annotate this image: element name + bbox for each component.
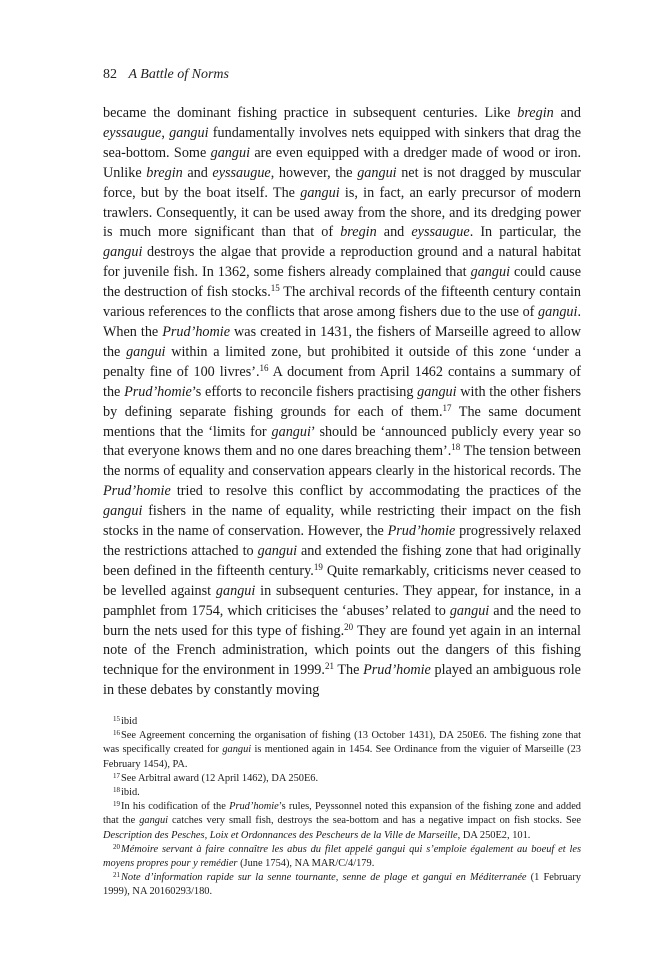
text-run: in subsequent centuries. They appear, for instance, in a pamphlet from 1754, which criticises the ‘abuses’ related to <box>103 582 582 619</box>
text-run: was created in 1431, the fishers of Marseille agreed to allow the <box>103 323 581 360</box>
footnote-21 <box>103 871 581 899</box>
text-run: Quite remarkably, criticisms never ceased to be levelled against <box>103 562 581 599</box>
italic-term: Mémoire servant à faire connaître les abus du filet appelé gangui qui s’emploie également au boeuf et les moyens propres pour y remédier <box>103 843 581 870</box>
italic-term: Prud’homie <box>124 383 192 400</box>
body-text <box>103 104 581 701</box>
text-run: (June 1754), NA MAR/C/4/179. <box>237 858 375 870</box>
italic-term: gangui <box>169 124 209 141</box>
italic-term: bregin <box>517 105 554 121</box>
footnote-number: 15 <box>113 715 120 723</box>
footnote-ref: 15 <box>270 283 280 294</box>
italic-term: gangui <box>210 144 251 161</box>
text-run: (1 February 1999), NA 20160293/180. <box>103 872 581 898</box>
italic-term: eyssaugue <box>212 164 271 181</box>
footnote-number: 17 <box>113 771 120 780</box>
footnote-ref: 19 <box>313 561 323 572</box>
text-run: In his codification of the <box>121 801 230 813</box>
text-run: , <box>161 124 170 141</box>
running-head <box>103 66 229 84</box>
italic-term: bregin <box>146 164 183 181</box>
text-run: tried to resolve this conflict by accommodating the practices of the <box>170 483 581 500</box>
italic-term: gangui <box>126 343 166 360</box>
text-run: within a limited zone, but prohibited it outside of this zone ‘under a penalty fine of 100 livres’. <box>103 343 581 380</box>
italic-term: gangui <box>449 602 490 619</box>
text-run: , DA 250E2, 101. <box>457 829 531 841</box>
italic-term: gangui <box>215 582 256 599</box>
text-run: ibid. <box>121 787 140 799</box>
italic-term: gangui <box>470 264 511 281</box>
text-run: and <box>182 164 213 181</box>
text-run: ’ should be ‘announced publicly every year so that everyone knows them and no one dares breaching them’. <box>103 423 582 460</box>
italic-term: gangui <box>300 184 340 201</box>
italic-term: gangui <box>103 244 143 261</box>
text-run: catches very small fish, destroys the sea-bottom and has a negative impact on fish stocks. See <box>168 815 581 827</box>
italic-term: Prud’homie <box>387 523 456 540</box>
footnote-20 <box>103 843 581 871</box>
italic-term: gangui <box>271 423 311 440</box>
text-run: ibid <box>121 716 138 727</box>
running-title: A Battle of Norms <box>128 67 229 82</box>
text-run: . In particular, the <box>469 224 581 241</box>
italic-term: Prud’homie <box>363 662 431 679</box>
text-run: with the other fishers by defining separate fishing grounds for each of them. <box>103 383 581 420</box>
italic-term: Prud’homie <box>229 801 279 813</box>
text-run: See Agreement concerning the organisation of fishing (13 October 1431), DA 250E6. The fishing zone that was specifically created for <box>103 730 581 756</box>
text-run: fishers in the name of equality, while restricting their impact on the fish stocks in the name of conservation. However, the <box>103 503 581 540</box>
footnote-19 <box>103 800 581 843</box>
text-run: could cause the destruction of fish stocks. <box>103 264 582 301</box>
text-run: fundamentally involves nets equipped with sinkers that drag the sea-bottom. Some <box>103 124 581 161</box>
text-run: and extended the fishing zone that had originally been defined in the fifteenth century. <box>103 542 581 579</box>
footnote-number: 18 <box>113 786 120 795</box>
body-paragraph <box>103 104 581 701</box>
text-run: . When the <box>103 304 581 340</box>
text-run: are even equipped with a dredger made of wood or iron. Unlike <box>103 144 581 181</box>
text-run: net is not dragged by muscular force, but by the boat itself. The <box>103 164 581 201</box>
italic-term: Description des Pesches, Loix et Ordonnances des Pescheurs de la Ville de Marseille <box>103 829 458 841</box>
footnote-number: 20 <box>113 842 120 851</box>
text-run: The same document mentions that the ‘limits for <box>103 403 582 440</box>
italic-term: Prud’homie <box>162 323 231 340</box>
italic-term: gangui <box>257 542 298 559</box>
text-run: The tension between the norms of equality and conservation appears clearly in the historical records. The <box>103 443 581 480</box>
footnote-number: 21 <box>113 871 120 880</box>
text-run: played an ambiguous role in these debates by constantly moving <box>103 662 581 699</box>
footnote-ref: 18 <box>451 442 461 453</box>
italic-term: gangui <box>417 383 457 400</box>
text-run: ’s rules, Peyssonnel noted this expansion of the fishing zone and added that the <box>103 801 581 827</box>
text-run: See Arbitral award (12 April 1462), DA 250E6. <box>121 772 319 784</box>
footnote-number: 19 <box>113 800 120 809</box>
text-run: became the dominant fishing practice in subsequent centuries. Like <box>103 105 518 121</box>
footnote-number: 16 <box>113 729 120 738</box>
text-run: A document from April 1462 contains a summary of the <box>103 363 581 400</box>
italic-term: gangui <box>139 815 169 827</box>
footnotes <box>103 715 581 900</box>
footnote-15 <box>103 715 581 729</box>
italic-term: eyssaugue <box>103 124 162 141</box>
text-run: , however, the <box>270 164 358 181</box>
text-run: The <box>333 662 364 679</box>
text-run: is, in fact, an early precursor of modern trawlers. Consequently, it can be used away from the shore, and its dredging power is much more significant than that of <box>103 184 581 241</box>
footnote-17 <box>103 772 581 786</box>
footnote-ref: 21 <box>324 661 334 672</box>
italic-term: Note d’information rapide sur la senne tournante, senne de plage et gangui en Méditerranée <box>121 872 527 884</box>
italic-term: gangui <box>222 744 252 756</box>
footnote-ref: 16 <box>259 362 269 373</box>
page-number: 82 <box>103 67 117 82</box>
italic-term: gangui <box>103 503 143 520</box>
text-run: They are found yet again in an internal note of the French administration, which points out the dangers of this fishing technique for the environment in 1999. <box>103 622 581 679</box>
italic-term: gangui <box>538 304 578 321</box>
italic-term: gangui <box>357 164 397 181</box>
footnote-18 <box>103 786 581 800</box>
text-run: The archival records of the fifteenth century contain various references to the conflicts that arose among fishers due to the use of <box>103 284 581 321</box>
italic-term: bregin <box>340 224 377 241</box>
text-run: destroys the algae that provide a reproduction ground and a natural habitat for juvenile fish. In 1362, some fishers already complained that <box>103 244 581 281</box>
italic-term: eyssaugue <box>411 224 470 241</box>
text-run: ’s efforts to reconcile fishers practising <box>191 383 418 400</box>
text-run: and the need to burn the nets used for this type of fishing. <box>103 602 581 639</box>
text-run: and <box>553 105 581 121</box>
text-run: and <box>376 224 412 241</box>
italic-term: Prud’homie <box>103 483 171 500</box>
text-run: progressively relaxed the restrictions attached to <box>103 523 581 559</box>
text-run: is mentioned again in 1454. See Ordinance from the viguier of Marseille (23 February 1454), PA. <box>103 744 582 770</box>
footnote-ref: 17 <box>442 402 452 413</box>
footnote-16 <box>103 729 581 772</box>
footnote-ref: 20 <box>344 621 354 632</box>
